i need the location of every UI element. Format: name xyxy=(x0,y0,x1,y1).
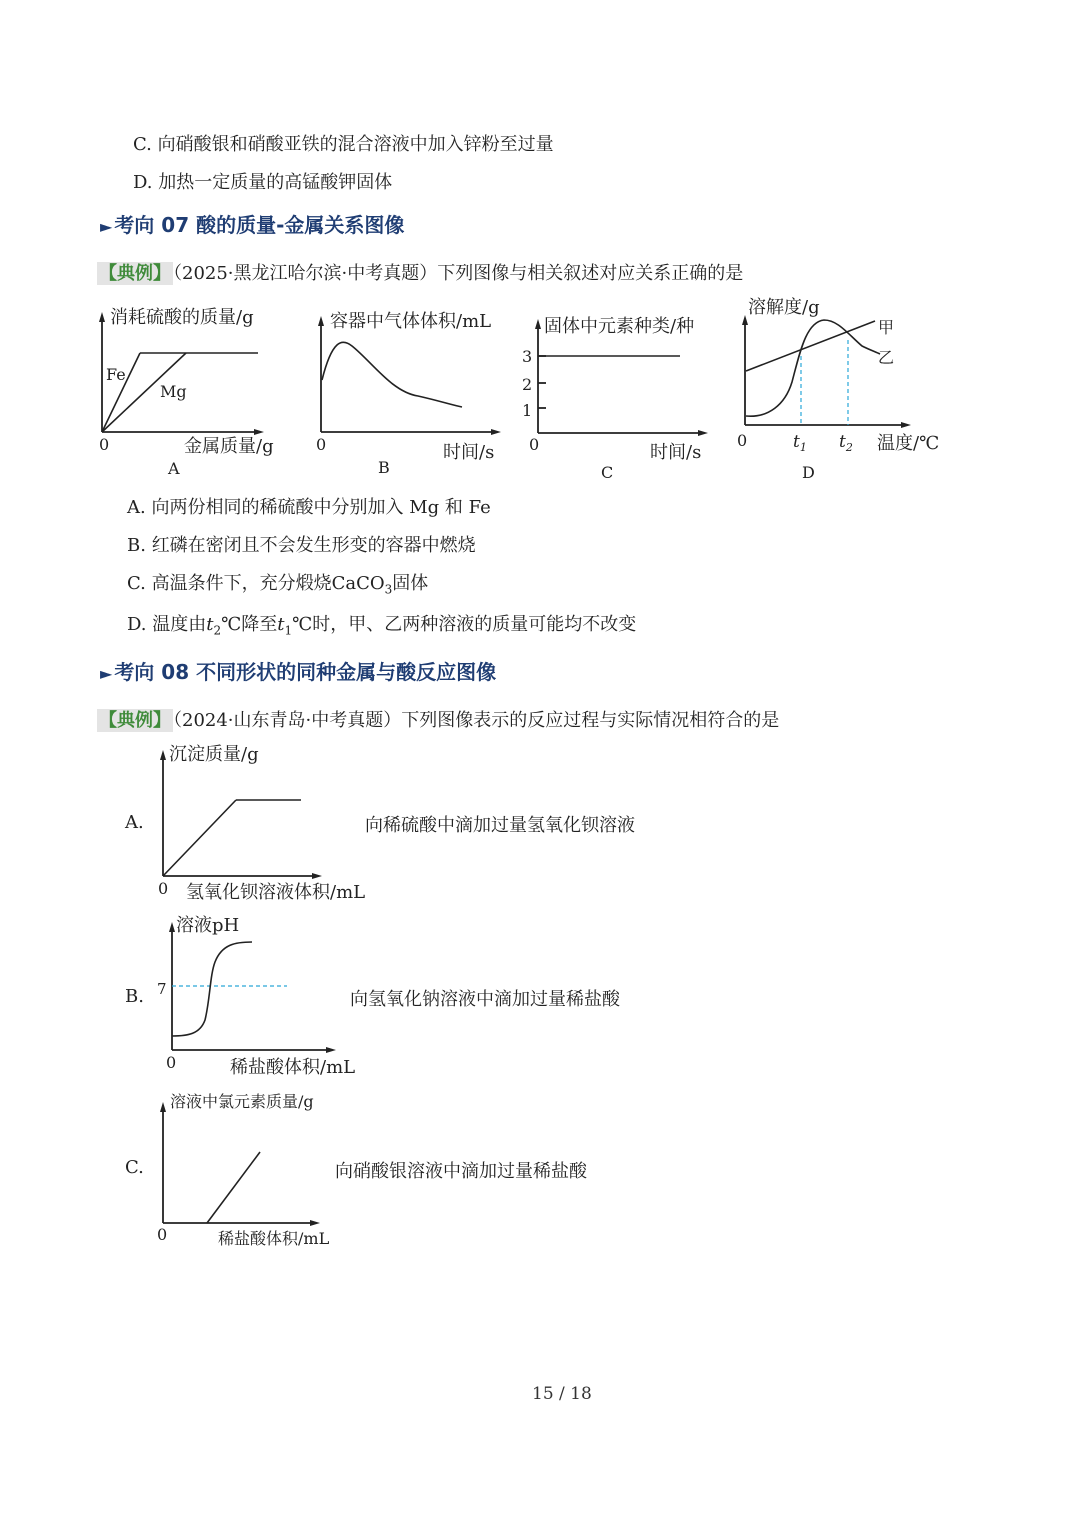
s2-option-c-desc: 向硝酸银溶液中滴加过量稀盐酸 xyxy=(335,1161,587,1182)
graph-a-origin: 0 xyxy=(99,435,110,454)
graph-c-tick-2: 2 xyxy=(522,375,533,394)
graph-b-caption: B xyxy=(378,458,390,477)
graph-a-ylabel: 消耗硫酸的质量/g xyxy=(110,307,254,328)
option-text-end: 固体 xyxy=(392,573,429,594)
graph-s2-a-xlabel: 氢氧化钡溶液体积/mL xyxy=(186,882,366,903)
graph-s2-a-origin: 0 xyxy=(158,879,169,898)
graph-d-yi-label: 乙 xyxy=(878,348,895,367)
example-tag: 【典例】 xyxy=(99,710,171,731)
graph-d-origin: 0 xyxy=(737,431,748,450)
temperature-symbol: t xyxy=(206,614,214,635)
graph-s2-a-ylabel: 沉淀质量/g xyxy=(169,744,259,765)
graph-b-xlabel: 时间/s xyxy=(443,442,495,463)
temperature-symbol: t xyxy=(277,614,285,635)
graph-s2-c-ylabel: 溶液中氯元素质量/g xyxy=(170,1092,314,1111)
option-text: 加热一定质量的高锰酸钾固体 xyxy=(158,172,393,193)
graph-d-caption: D xyxy=(802,463,815,482)
graph-a-caption: A xyxy=(168,459,180,478)
option-letter: C. xyxy=(127,573,146,594)
graph-d-ylabel: 溶解度/g xyxy=(748,297,820,318)
graph-b-ylabel: 容器中气体体积/mL xyxy=(330,311,492,332)
graph-c-tick-3: 3 xyxy=(522,347,533,366)
graph-s2-b-origin: 0 xyxy=(166,1053,177,1072)
graph-c-caption: C xyxy=(601,463,614,482)
graph-s2-b-ylabel: 溶液pH xyxy=(176,915,240,936)
graph-a-mg-label: Mg xyxy=(160,382,187,401)
graph-d-xlabel: 温度/℃ xyxy=(877,433,940,454)
option-letter: B. xyxy=(127,535,146,556)
option-letter: D. xyxy=(127,614,147,635)
triangle-marker-icon: ► xyxy=(100,217,113,236)
graph-s2-c-origin: 0 xyxy=(157,1225,168,1244)
option-text: 向两份相同的稀硫酸中分别加入 Mg 和 Fe xyxy=(151,497,491,518)
chemical-formula: CaCO xyxy=(331,573,385,594)
graph-c-origin: 0 xyxy=(529,435,540,454)
s2-option-c-letter: C. xyxy=(125,1157,144,1178)
section-title: 考向 08 不同形状的同种金属与酸反应图像 xyxy=(114,660,497,684)
option-text-mid: ℃降至 xyxy=(221,614,278,635)
option-letter: A. xyxy=(127,497,146,518)
option-letter: D. xyxy=(133,172,153,193)
example-text: （2025·黑龙江哈尔滨·中考真题）下列图像与相关叙述对应关系正确的是 xyxy=(173,263,744,284)
example-text: （2024·山东青岛·中考真题）下列图像表示的反应过程与实际情况相符合的是 xyxy=(173,710,780,731)
option-text: 向硝酸银和硝酸亚铁的混合溶液中加入锌粉至过量 xyxy=(157,134,554,155)
option-text: 温度由 xyxy=(152,614,207,635)
option-text: 红磷在密闭且不会发生形变的容器中燃烧 xyxy=(151,535,476,556)
s2-option-a-desc: 向稀硫酸中滴加过量氢氧化钡溶液 xyxy=(365,815,635,836)
graph-s2-b-xlabel: 稀盐酸体积/mL xyxy=(230,1057,356,1078)
graph-s2-b-tick-7: 7 xyxy=(157,980,167,998)
graph-a-xlabel: 金属质量/g xyxy=(184,436,274,457)
page-number: 15 / 18 xyxy=(532,1384,592,1404)
triangle-marker-icon: ► xyxy=(100,664,113,683)
graph-c-xlabel: 时间/s xyxy=(650,442,702,463)
graph-a-fe-label: Fe xyxy=(106,365,126,384)
graph-d-t1: $t_1$ xyxy=(793,432,807,454)
s2-option-b-desc: 向氢氧化钠溶液中滴加过量稀盐酸 xyxy=(350,989,620,1010)
formula-subscript: 3 xyxy=(384,582,393,597)
example-tag: 【典例】 xyxy=(99,263,171,284)
s2-option-b-letter: B. xyxy=(125,986,144,1007)
graph-c-ylabel: 固体中元素种类/种 xyxy=(544,316,695,337)
temperature-subscript: 1 xyxy=(284,623,293,638)
graph-d-jia-label: 甲 xyxy=(878,318,895,337)
graph-d-t2: $t_2$ xyxy=(839,432,853,454)
graph-c-tick-1: 1 xyxy=(522,401,533,420)
section-title: 考向 07 酸的质量-金属关系图像 xyxy=(114,213,405,237)
temperature-subscript: 2 xyxy=(213,623,222,638)
graph-s2-c-xlabel: 稀盐酸体积/mL xyxy=(218,1229,330,1248)
graph-b-origin: 0 xyxy=(316,435,327,454)
option-letter: C. xyxy=(133,134,152,155)
option-text: 高温条件下，充分煅烧 xyxy=(151,573,332,594)
s2-option-a-letter: A. xyxy=(125,812,144,833)
option-text-end: ℃时，甲、乙两种溶液的质量可能均不改变 xyxy=(292,614,637,635)
